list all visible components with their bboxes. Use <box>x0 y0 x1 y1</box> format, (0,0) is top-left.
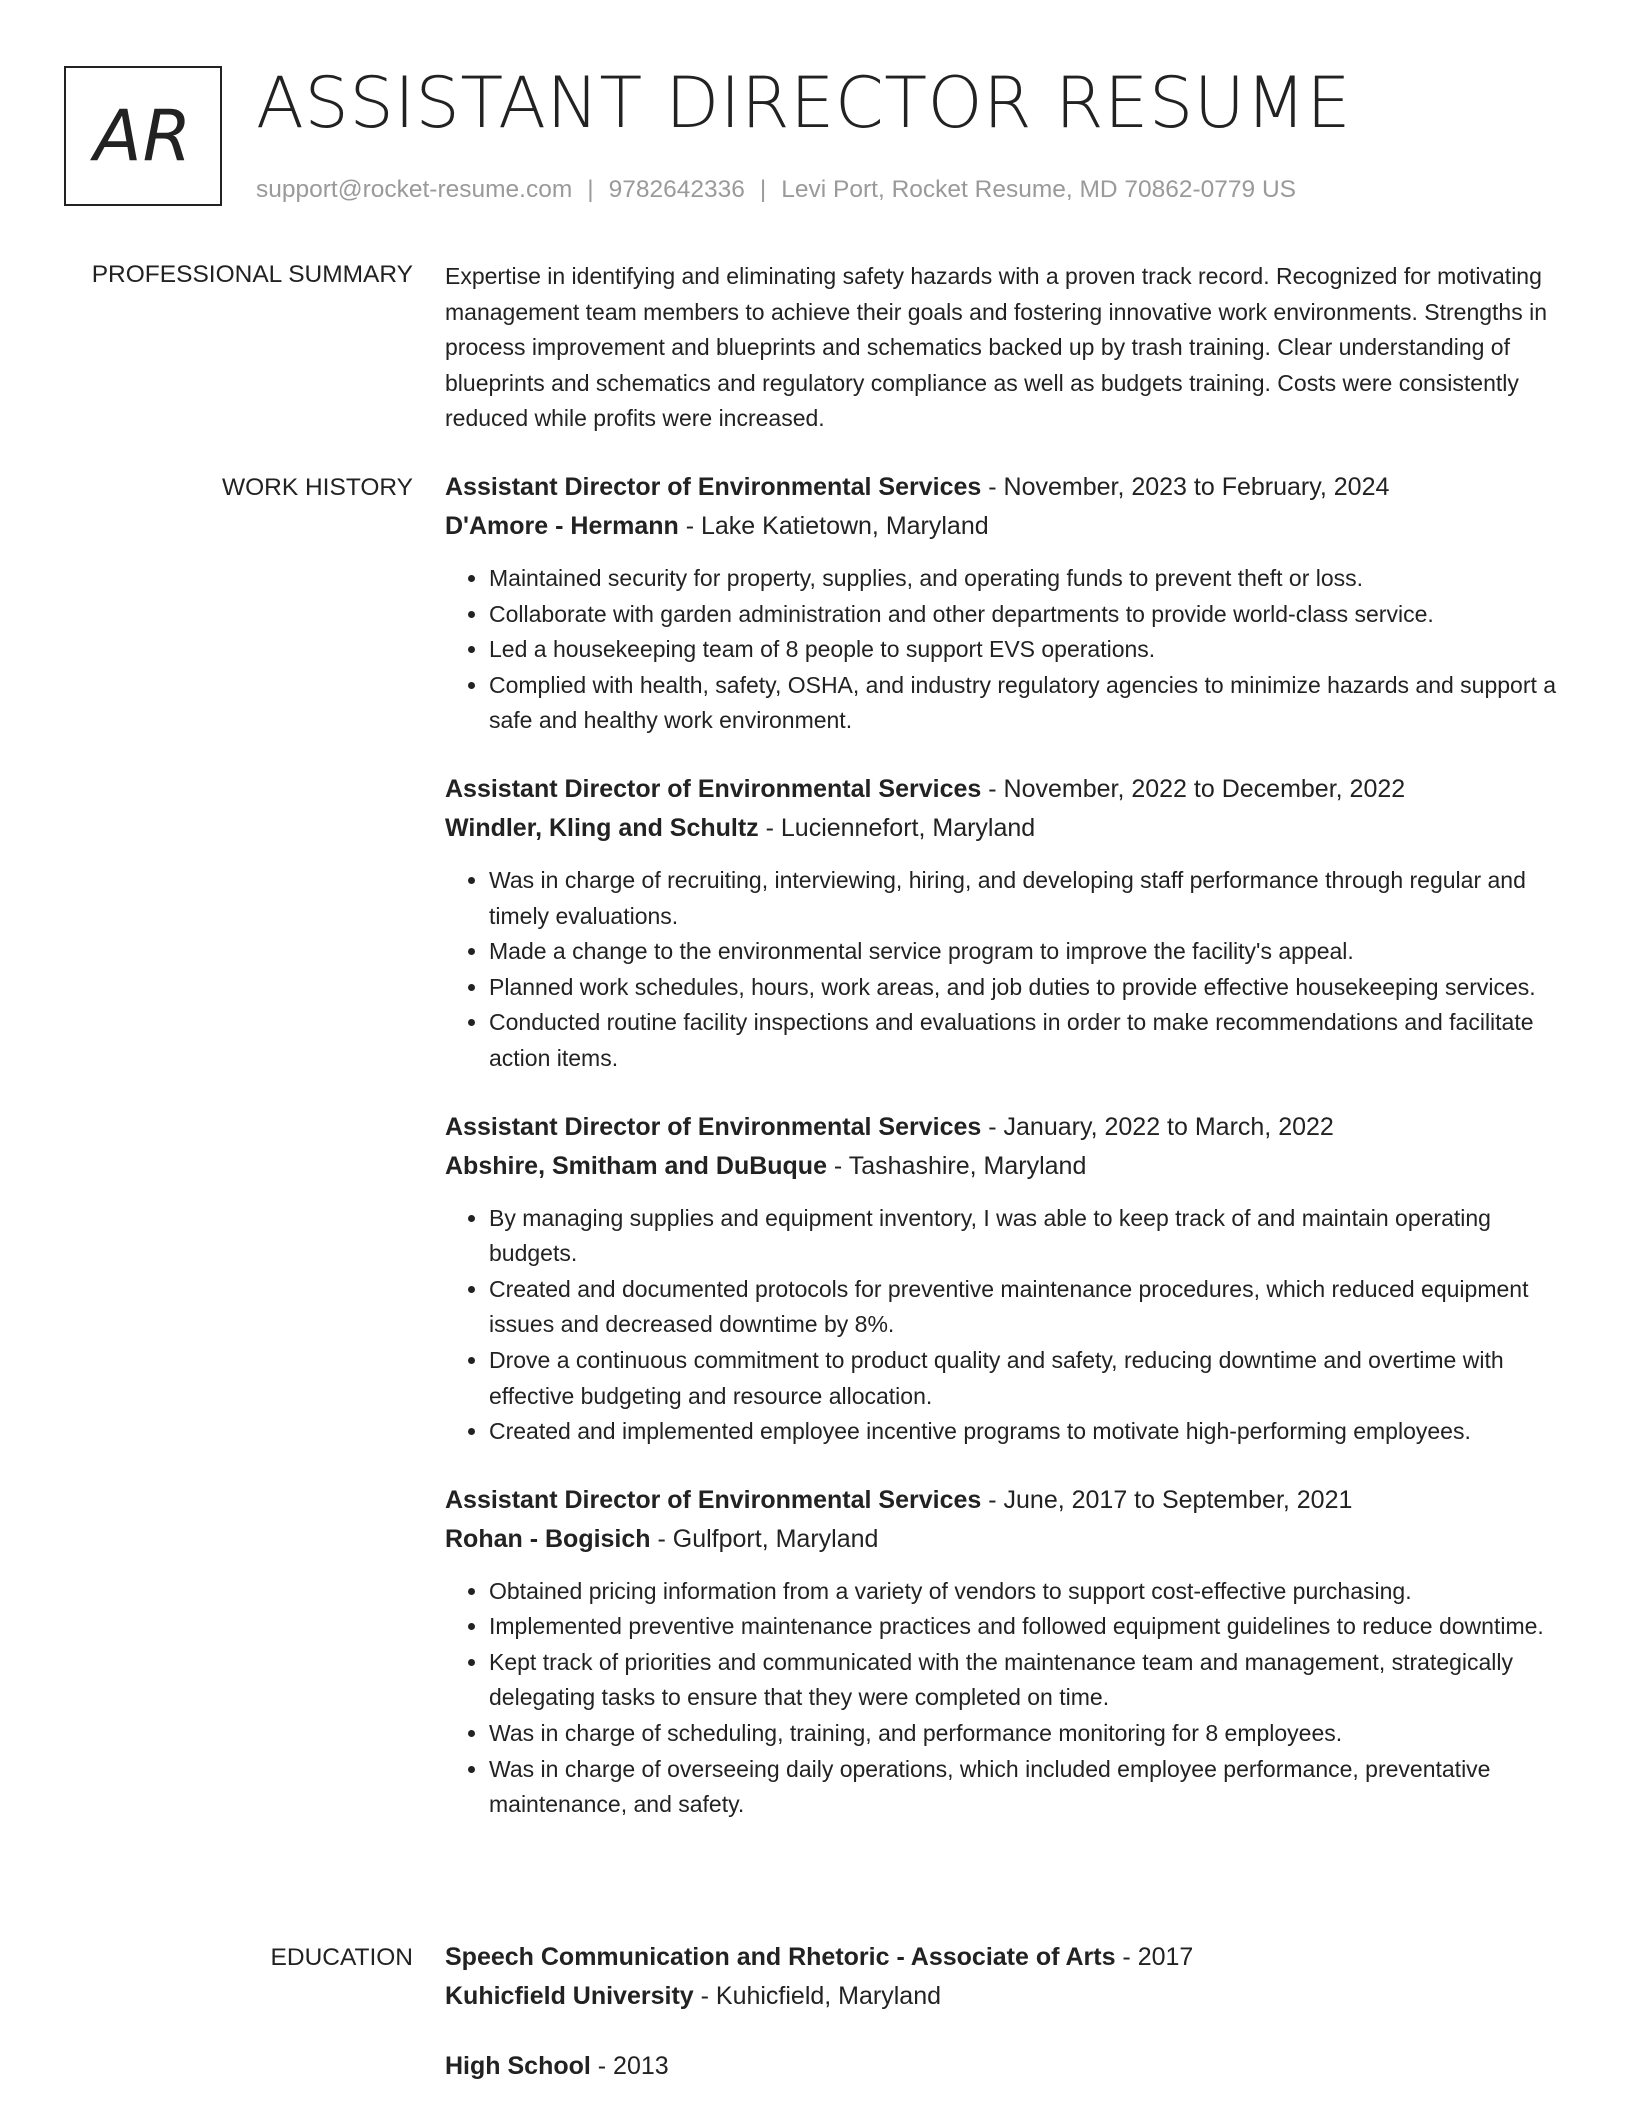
job-location: - Tashashire, Maryland <box>826 1151 1087 1180</box>
job-company: Abshire, Smitham and DuBuque <box>445 1151 827 1180</box>
job-dates: - June, 2017 to September, 2021 <box>981 1485 1353 1514</box>
job-company: Windler, Kling and Schultz <box>445 813 759 842</box>
education-school-line <box>445 1977 1565 2016</box>
monogram-box <box>64 66 222 206</box>
education-year: - 2013 <box>590 2052 669 2080</box>
education-location: - Kuhicfield, Maryland <box>693 1982 941 2010</box>
job-bullets <box>445 1574 1565 1823</box>
job-bullets <box>445 1201 1565 1450</box>
job-bullet: • Was in charge of scheduling, training, and performance monitoring for 8 employees. <box>489 1716 1565 1752</box>
job-company: D'Amore - Hermann <box>445 512 679 540</box>
summary-label: PROFESSIONAL SUMMARY <box>91 261 413 288</box>
education-degree-line <box>445 2047 1565 2086</box>
job-bullet: • Made a change to the environmental service program to improve the facility's appeal. <box>489 934 1565 970</box>
education-entry <box>445 1938 1565 2016</box>
job-bullet: • Complied with health, safety, OSHA, and industry regulatory agencies to minimize hazards and support a safe and healthy work environment. <box>489 668 1565 739</box>
summary-text: Expertise in identifying and eliminating safety hazards with a proven track record. Recognized for motivating management team members to achieve their goals and fostering innovative work environments. Strengths in process improvement and blueprints and schematics backed up by trash training. Clear understanding of blueprints and schematics and regulatory compliance as well as budgets training. Costs were consistently reduced while profits were increased. <box>445 263 1548 432</box>
job-company-line <box>445 1147 1565 1186</box>
job-title-line <box>445 1481 1565 1520</box>
job-bullet: • Was in charge of recruiting, interviewing, hiring, and developing staff performance through regular and timely evaluations. <box>489 863 1565 934</box>
education-degree: Speech Communication and Rhetoric - Associate of Arts <box>445 1943 1116 1971</box>
job-entry <box>445 1481 1565 1823</box>
job-bullet: • Maintained security for property, supplies, and operating funds to prevent theft or loss. <box>489 561 1565 597</box>
job-title-line <box>445 1108 1565 1147</box>
job-bullet: • Drove a continuous commitment to product quality and safety, reducing downtime and overtime with effective budgeting and resource allocation. <box>489 1343 1565 1414</box>
contact-line <box>256 174 1296 206</box>
education-degree: High School <box>445 2052 591 2080</box>
job-dates: - November, 2023 to February, 2024 <box>981 473 1390 501</box>
job-company: Rohan - Bogisich <box>445 1524 651 1553</box>
contact-email: support@rocket-resume.com <box>256 176 573 203</box>
job-title-line <box>445 770 1565 809</box>
job-bullet: • Led a housekeeping team of 8 people to support EVS operations. <box>489 632 1565 668</box>
job-title-line <box>445 468 1565 507</box>
education-entry <box>445 2047 1565 2086</box>
work-history-label: WORK HISTORY <box>221 474 413 501</box>
monogram-initials: AR <box>93 95 193 177</box>
job-title: Assistant Director of Environmental Services <box>445 774 982 803</box>
page-title: ASSISTANT DIRECTOR RESUME <box>256 62 1352 144</box>
job-bullets <box>445 561 1565 739</box>
job-location: - Luciennefort, Maryland <box>758 813 1036 842</box>
job-bullet: • Conducted routine facility inspections and evaluations in order to make recommendations and facilitate action items. <box>489 1005 1565 1076</box>
job-title: Assistant Director of Environmental Services <box>445 1112 982 1141</box>
job-bullet: • By managing supplies and equipment inventory, I was able to keep track of and maintain operating budgets. <box>489 1201 1565 1272</box>
contact-address: Levi Port, Rocket Resume, MD 70862-0779 US <box>781 176 1297 203</box>
job-dates: - January, 2022 to March, 2022 <box>981 1112 1334 1141</box>
job-company-line <box>445 1520 1565 1559</box>
job-bullet: • Created and documented protocols for preventive maintenance procedures, which reduced equipment issues and decreased downtime by 8%. <box>489 1272 1565 1343</box>
job-title: Assistant Director of Environmental Services <box>445 473 982 501</box>
education-label: EDUCATION <box>270 1944 413 1971</box>
job-bullet: • Was in charge of overseeing daily operations, which included employee performance, preventative maintenance, and safety. <box>489 1752 1565 1823</box>
job-bullet: • Obtained pricing information from a variety of vendors to support cost-effective purchasing. <box>489 1574 1565 1610</box>
job-bullet: • Created and implemented employee incentive programs to motivate high-performing employees. <box>489 1414 1565 1450</box>
contact-phone: 9782642336 <box>608 176 745 203</box>
education-degree-line <box>445 1938 1565 1977</box>
job-bullet: • Collaborate with garden administration and other departments to provide world-class service. <box>489 597 1565 633</box>
job-dates: - November, 2022 to December, 2022 <box>981 774 1406 803</box>
contact-separator: | <box>587 176 594 203</box>
job-location: - Gulfport, Maryland <box>650 1524 879 1553</box>
education-year: - 2017 <box>1115 1943 1194 1971</box>
job-location: - Lake Katietown, Maryland <box>678 512 989 540</box>
job-bullet: • Implemented preventive maintenance practices and followed equipment guidelines to reduce downtime. <box>489 1609 1565 1645</box>
contact-separator: | <box>759 176 767 203</box>
job-bullet: • Planned work schedules, hours, work areas, and job duties to provide effective housekeeping services. <box>489 970 1565 1006</box>
job-bullet: • Kept track of priorities and communicated with the maintenance team and management, strategically delegating tasks to ensure that they were completed on time. <box>489 1645 1565 1716</box>
job-entry <box>445 1108 1565 1450</box>
job-entry <box>445 468 1565 739</box>
job-entry <box>445 770 1565 1077</box>
job-company-line <box>445 507 1565 546</box>
job-title: Assistant Director of Environmental Services <box>445 1485 982 1514</box>
education-school: Kuhicfield University <box>445 1982 694 2010</box>
job-company-line <box>445 809 1565 848</box>
job-bullets <box>445 863 1565 1077</box>
